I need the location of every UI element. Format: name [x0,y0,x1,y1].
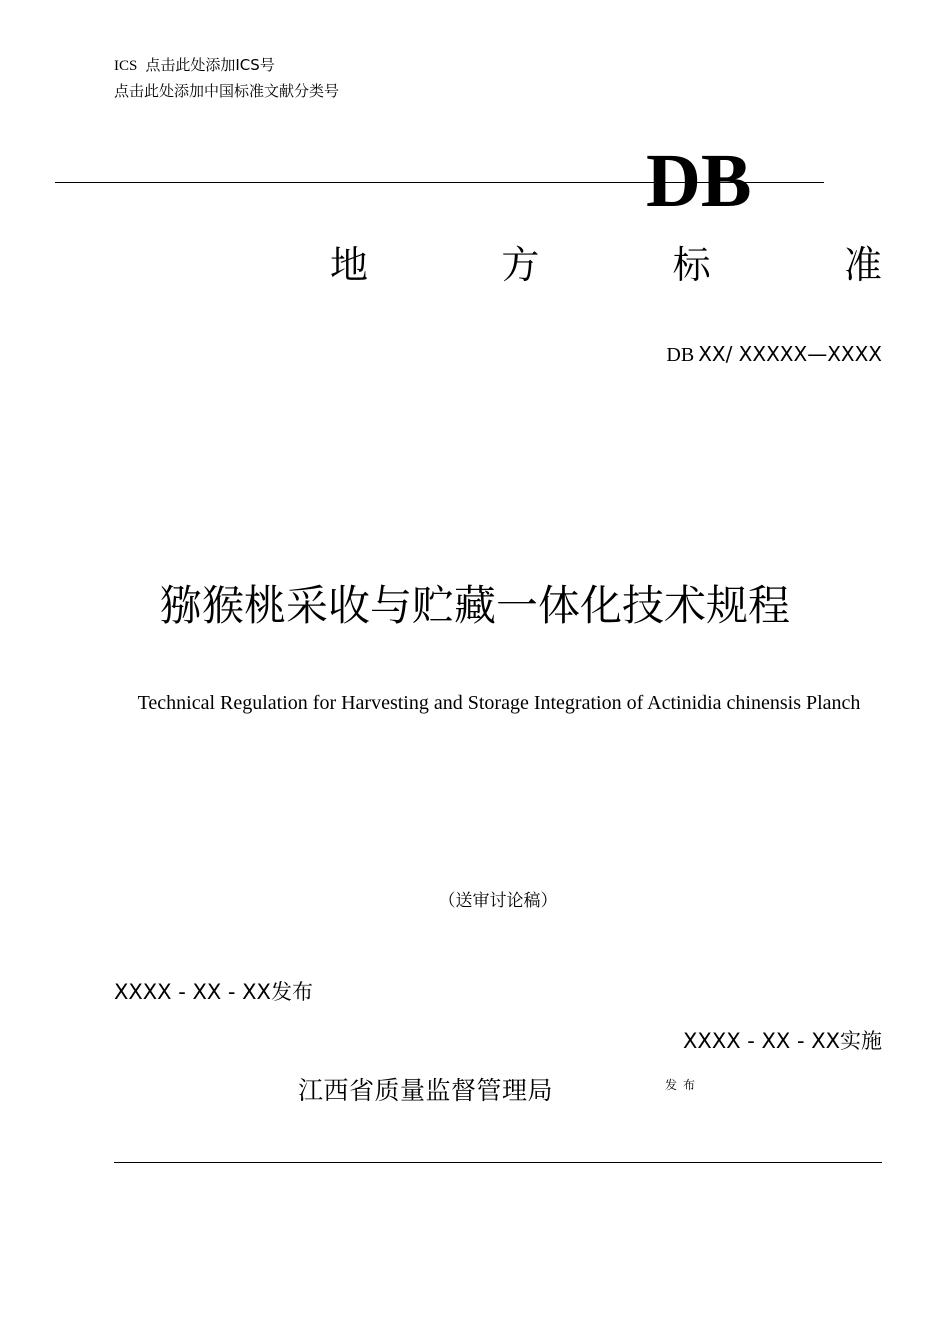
implement-date: XXXX - XX - XX实施 [683,1029,882,1053]
standard-type-heading [330,240,882,290]
ics-number-field[interactable] [114,55,275,76]
standard-type-char: 准 [843,243,882,287]
db-logo: DB [646,139,752,223]
standard-number-value: XX/ XXXXX—XXXX [698,342,882,366]
standard-type-char: 地 [330,243,369,287]
draft-status-note: （送审讨论稿） [438,891,558,910]
publish-date: XXXX - XX - XX发布 [114,980,313,1004]
classification-number-field[interactable]: 点击此处添加中国标准文献分类号 [114,82,340,100]
english-title: Technical Regulation for Harvesting and Storage Integration of Actinidia chinensis Planch [137,692,861,714]
ics-placeholder[interactable]: 点击此处添加ICS号 [145,56,275,74]
chinese-title: 猕猴桃采收与贮藏一体化技术规程 [159,581,790,630]
issue-label: 发布 [665,1078,702,1092]
ics-label: ICS [114,58,138,74]
standard-type-char: 方 [501,243,540,287]
bottom-divider [114,1162,882,1163]
standard-number [666,340,882,369]
standard-type-char: 标 [672,243,711,287]
standard-number-prefix: DB [666,344,695,366]
issuing-authority: 江西省质量监督管理局 [298,1076,554,1105]
